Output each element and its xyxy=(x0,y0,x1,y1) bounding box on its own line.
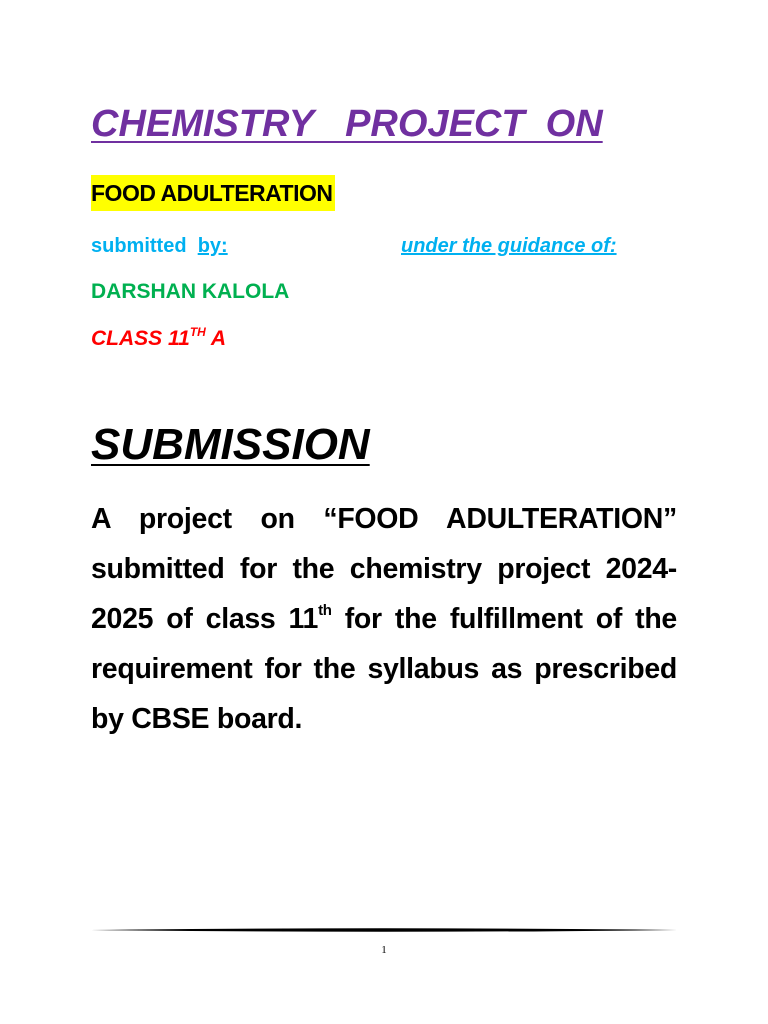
page-title: CHEMISTRY PROJECT ON xyxy=(91,103,603,145)
submission-paragraph xyxy=(91,494,677,744)
project-topic: FOOD ADULTERATION xyxy=(91,175,335,211)
body-superscript: th xyxy=(318,602,332,619)
page-number: 1 xyxy=(381,944,387,956)
submitted-by-label xyxy=(91,232,228,260)
class-line xyxy=(91,324,226,354)
class-superscript: TH xyxy=(189,325,206,339)
footer-divider xyxy=(91,927,677,933)
student-name: DARSHAN KALOLA xyxy=(91,280,290,303)
body-text-part2: for the fulfillment of the requirement for the syllabus as prescribed by CBSE board. xyxy=(91,603,677,735)
guidance-label: under the guidance of: xyxy=(401,235,617,257)
class-suffix: A xyxy=(205,327,227,350)
section-heading: SUBMISSION xyxy=(91,420,370,469)
body-text-part1: A project on “FOOD ADULTERATION” submitted for the chemistry project 2024-2025 of class 11 xyxy=(91,503,677,635)
submitted-by-word: by: xyxy=(197,235,228,257)
submitted-label-text: submitted xyxy=(91,235,193,257)
class-prefix: CLASS 11 xyxy=(91,327,190,350)
